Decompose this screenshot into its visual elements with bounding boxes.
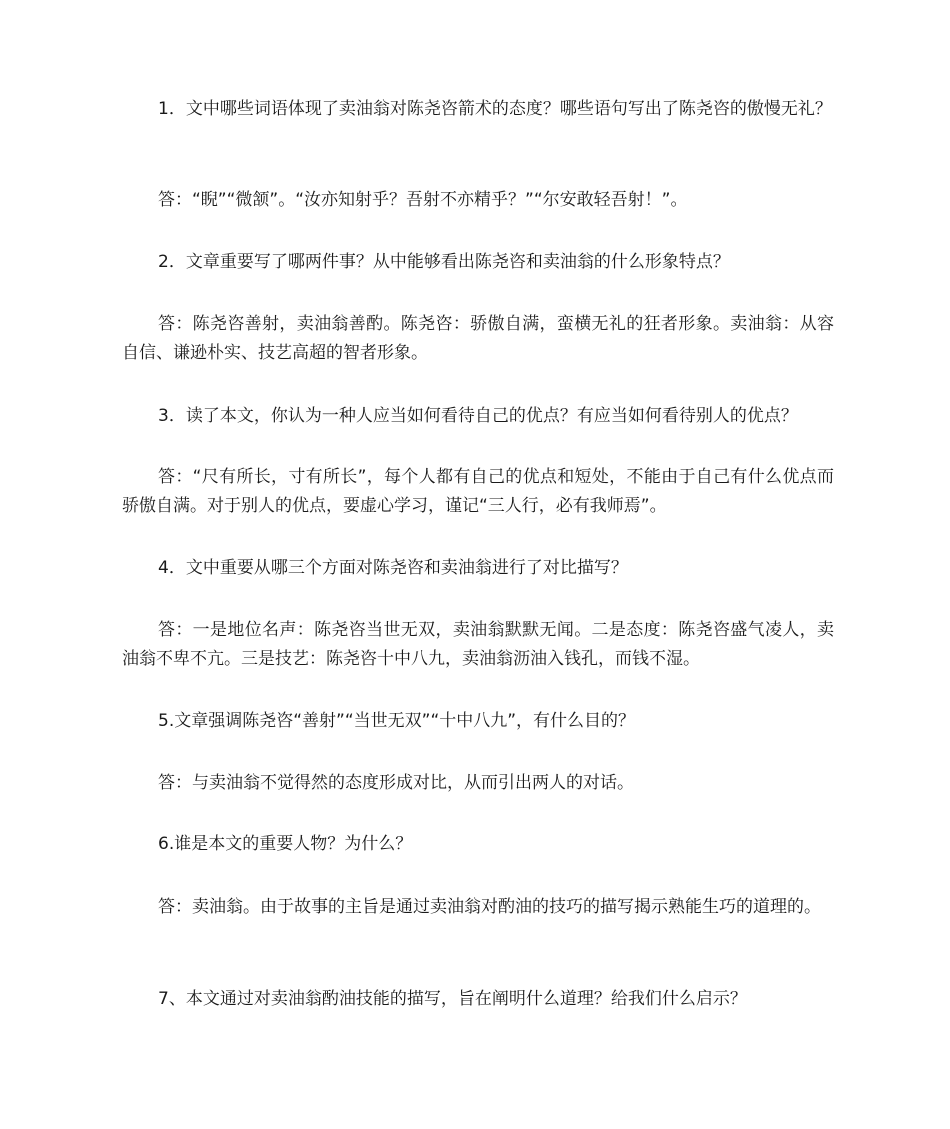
answer-4: 答：一是地位名声：陈尧咨当世无双，卖油翁默默无闻。二是态度：陈尧咨盛气凌人，卖油翁不卑不亢。三是技艺：陈尧咨十中八九，卖油翁沥油入钱孔，而钱不湿。 [122,620,834,669]
answer-5: 答：与卖油翁不觉得然的态度形成对比，从而引出两人的对话。 [158,773,634,793]
question-4: 4．文中重要从哪三个方面对陈尧咨和卖油翁进行了对比描写？ [158,558,628,578]
question-5: 5.文章强调陈尧咨“善射”“当世无双”“十中八九”，有什么目的？ [158,711,636,731]
answer-1: 答：“睨”“微颔”。“汝亦知射乎？吾射不亦精乎？”“尔安敢轻吾射！”。 [158,190,688,210]
question-3: 3．读了本文，你认为一种人应当如何看待自己的优点？有应当如何看待别人的优点？ [158,406,798,426]
question-7: 7、本文通过对卖油翁酌油技能的描写，旨在阐明什么道理？给我们什么启示？ [158,989,747,1009]
question-1: 1．文中哪些词语体现了卖油翁对陈尧咨箭术的态度？哪些语句写出了陈尧咨的傲慢无礼？ [158,99,832,119]
answer-6: 答：卖油翁。由于故事的主旨是通过卖油翁对酌油的技巧的描写揭示熟能生巧的道理的。 [158,897,821,917]
question-2: 2．文章重要写了哪两件事？从中能够看出陈尧咨和卖油翁的什么形象特点？ [158,252,730,272]
answer-2: 答：陈尧咨善射，卖油翁善酌。陈尧咨：骄傲自满，蛮横无礼的狂者形象。卖油翁：从容自信、谦逊朴实、技艺高超的智者形象。 [122,314,834,363]
question-6: 6.谁是本文的重要人物？为什么？ [158,834,413,854]
answer-3: 答：“尺有所长，寸有所长”，每个人都有自己的优点和短处，不能由于自己有什么优点而骄傲自满。对于别人的优点，要虚心学习，谨记“三人行，必有我师焉”。 [122,467,834,516]
